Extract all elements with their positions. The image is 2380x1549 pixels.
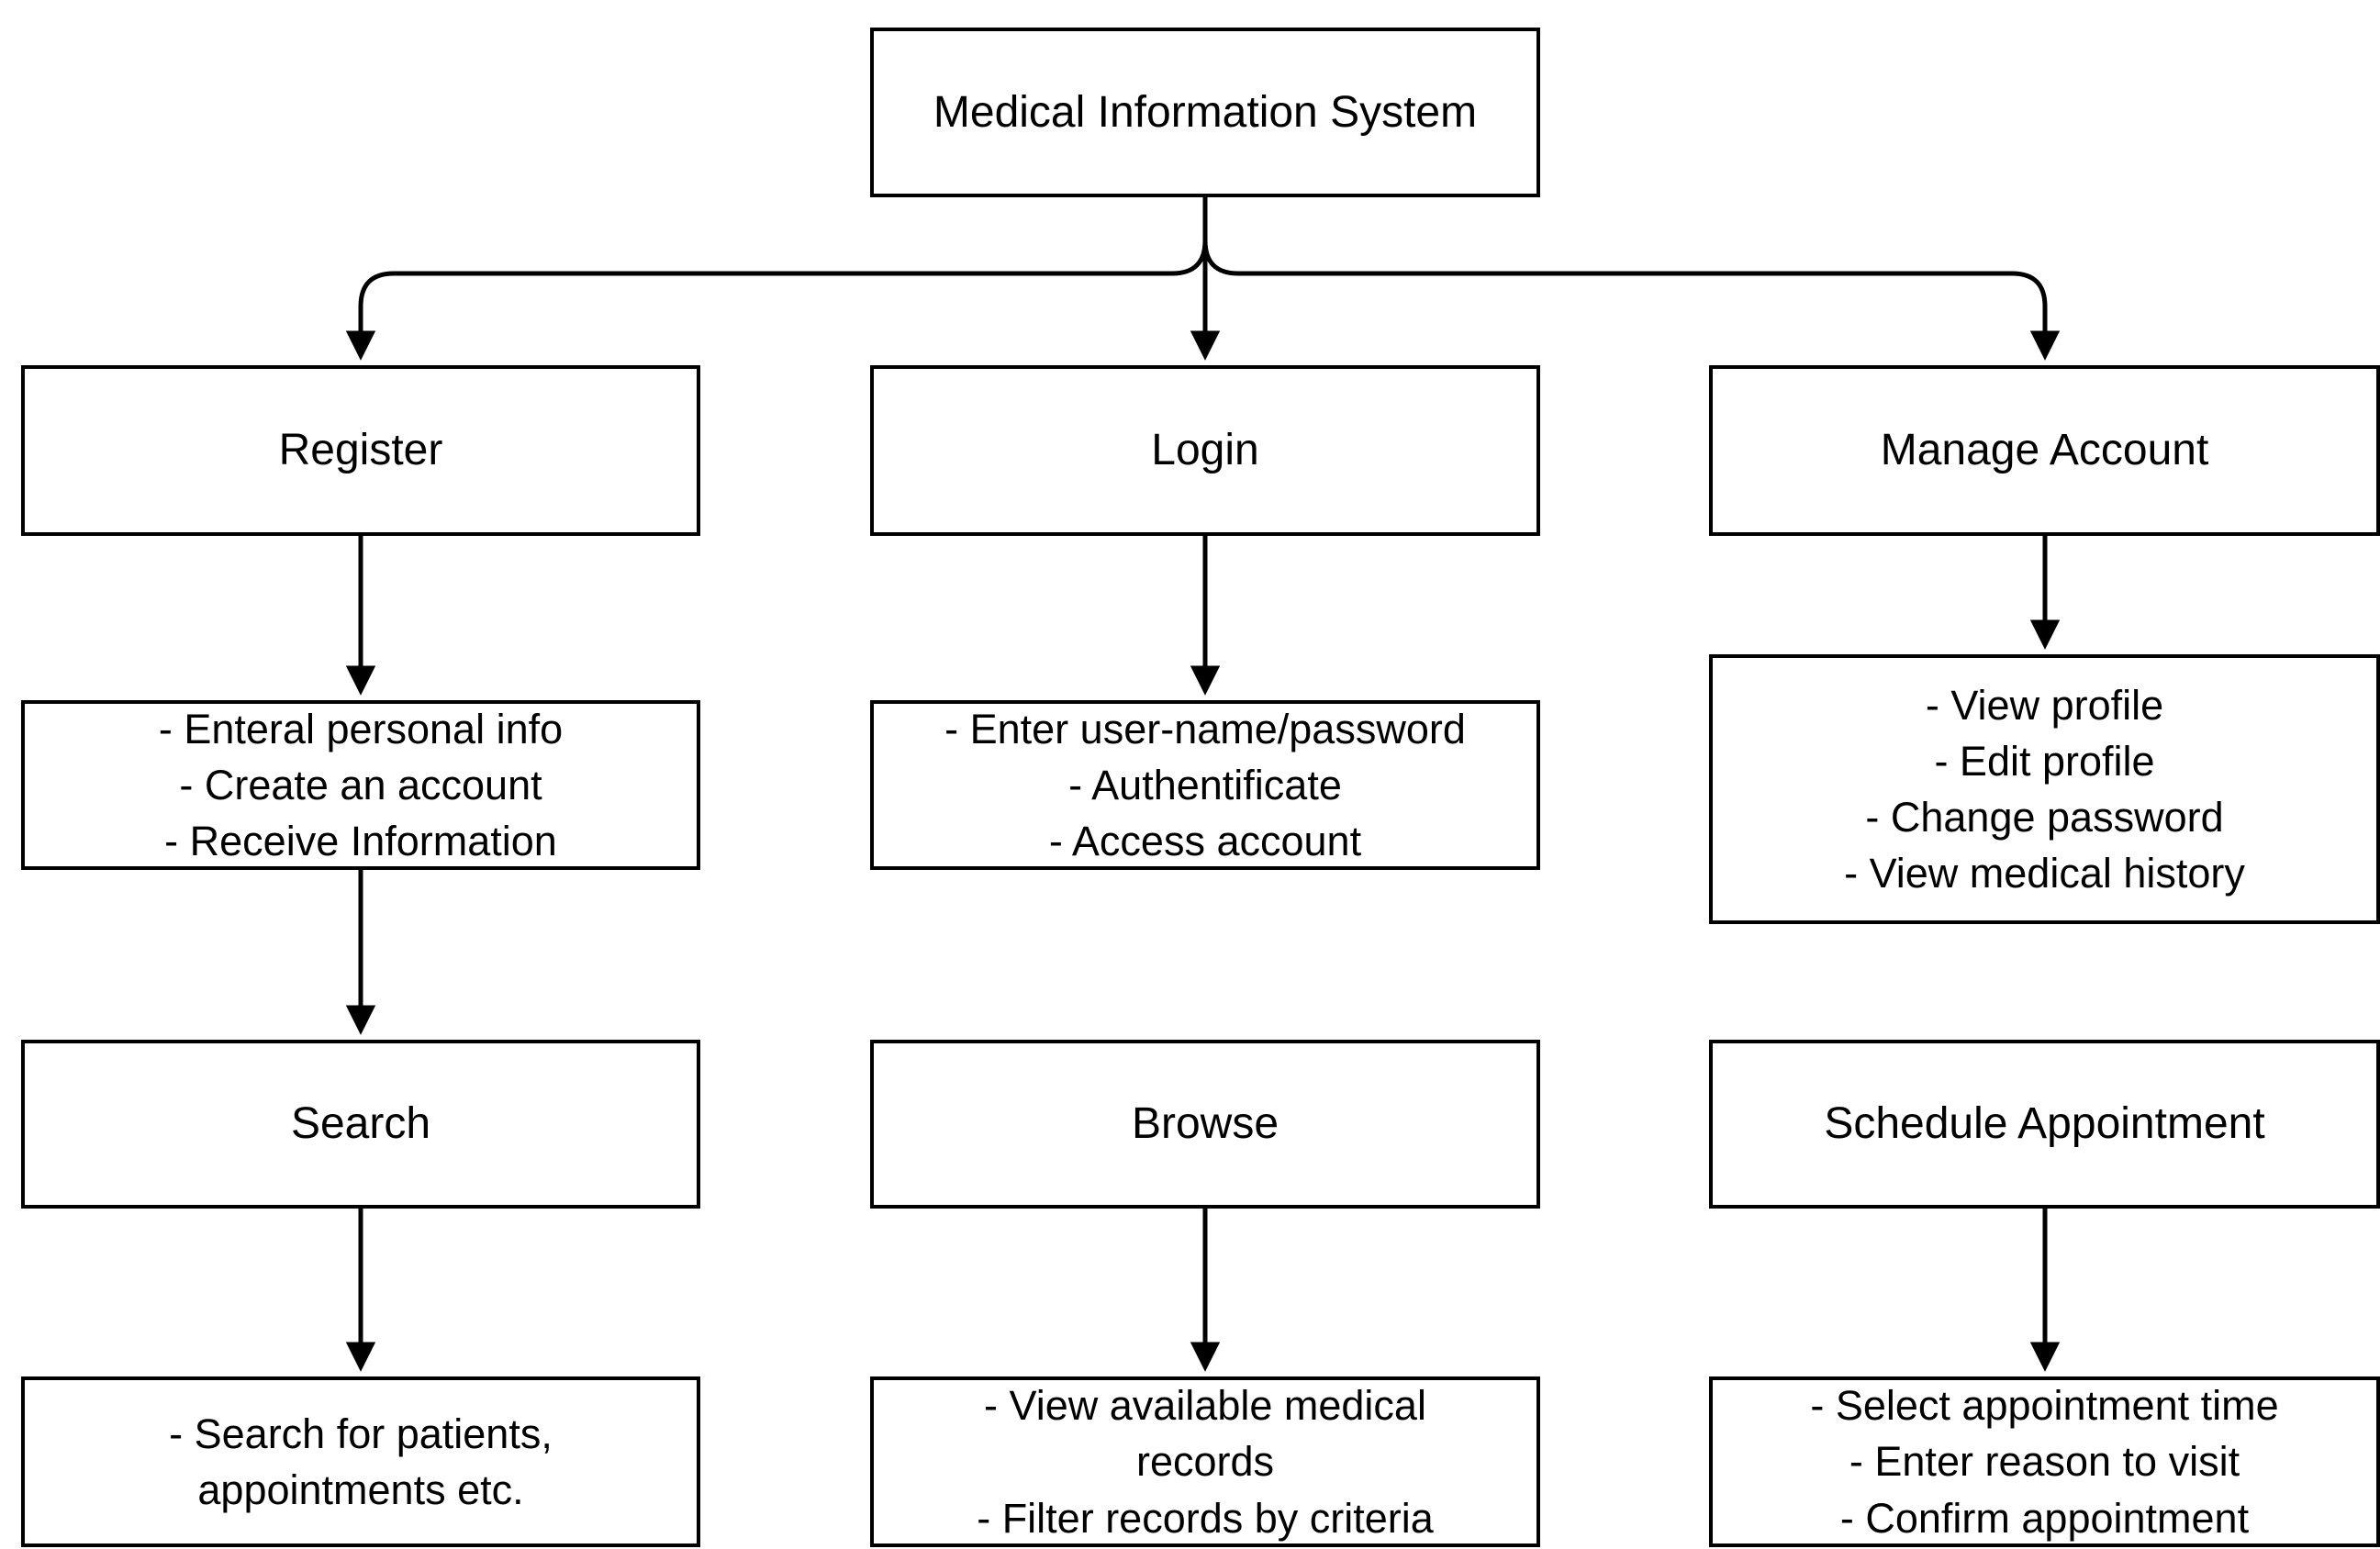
node-search-details bbox=[21, 1376, 700, 1547]
detail-line: - Authentificate bbox=[1068, 761, 1342, 808]
detail-line: - Change password bbox=[1865, 794, 2224, 841]
node-login-details bbox=[870, 700, 1540, 870]
node-label: Login bbox=[1151, 426, 1259, 475]
node-label: Manage Account bbox=[1880, 426, 2209, 475]
node-label: Browse bbox=[1131, 1099, 1279, 1149]
node-medical-information-system bbox=[870, 28, 1540, 197]
detail-line: - Filter records by criteria bbox=[977, 1494, 1434, 1542]
detail-line: - View medical history bbox=[1844, 850, 2245, 897]
node-search bbox=[21, 1040, 700, 1209]
connector-root-to-register bbox=[361, 197, 1205, 356]
node-login bbox=[870, 365, 1540, 536]
connector-root-to-manage-account bbox=[1205, 197, 2045, 356]
detail-line: records bbox=[1135, 1438, 1275, 1486]
node-label: Schedule Appointment bbox=[1824, 1099, 2265, 1149]
node-register bbox=[21, 365, 700, 536]
detail-line: - Confirm appointment bbox=[1839, 1494, 2250, 1542]
detail-line: - Enter user-name/password bbox=[944, 705, 1466, 752]
detail-line: - Enteral personal info bbox=[158, 705, 564, 752]
node-browse-details bbox=[870, 1376, 1540, 1547]
node-register-details bbox=[21, 700, 700, 870]
detail-line: - Edit profile bbox=[1934, 737, 2155, 785]
node-schedule-appointment-details bbox=[1709, 1376, 2380, 1547]
node-manage-account-details bbox=[1709, 654, 2380, 924]
node-manage-account bbox=[1709, 365, 2380, 536]
node-browse bbox=[870, 1040, 1540, 1209]
detail-line: - View available medical bbox=[984, 1382, 1426, 1430]
detail-line: - View profile bbox=[1925, 681, 2164, 729]
detail-line: appointments etc. bbox=[197, 1466, 524, 1513]
node-schedule-appointment bbox=[1709, 1040, 2380, 1209]
detail-line: - Access account bbox=[1048, 818, 1362, 865]
node-label: Search bbox=[290, 1099, 431, 1149]
detail-line: - Select appointment time bbox=[1810, 1382, 2279, 1430]
detail-line: - Search for patients, bbox=[169, 1410, 553, 1457]
node-label: Register bbox=[278, 426, 443, 475]
node-label: Medical Information System bbox=[933, 87, 1478, 137]
detail-line: - Enter reason to visit bbox=[1849, 1438, 2240, 1486]
detail-line: - Receive Information bbox=[164, 818, 557, 865]
detail-line: - Create an account bbox=[179, 761, 542, 808]
